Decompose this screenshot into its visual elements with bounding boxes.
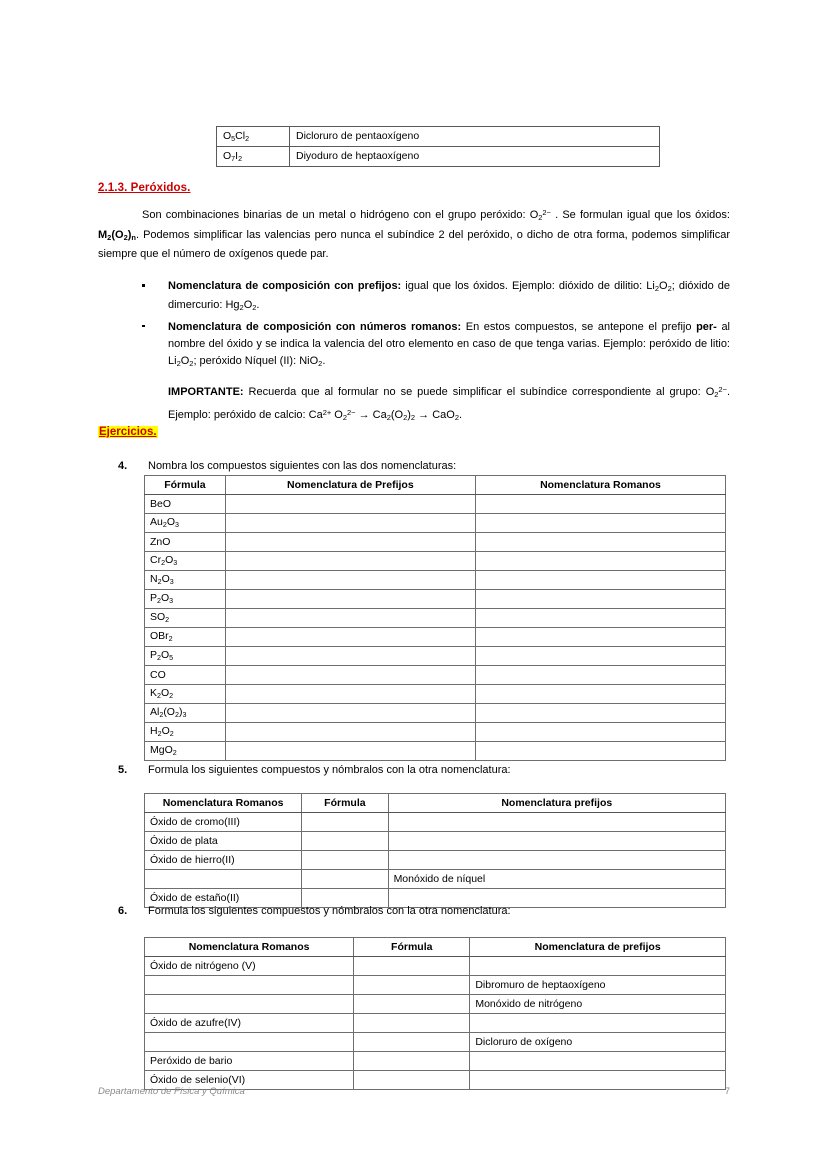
bullet-text: Nomenclatura de composición con prefijos: igual que los óxidos. Ejemplo: dióxido de dilitio: $Li_2O_2$; dióxido de dimercurio: $Hg_2O_2$. [168, 280, 730, 313]
table-header-row [145, 794, 726, 813]
table-row [145, 666, 726, 685]
table-cell-formula[interactable] [354, 976, 470, 995]
col-header-prefijos: Nomenclatura de Prefijos [225, 476, 475, 495]
table-cell-formula[interactable]: ZnO [145, 533, 226, 552]
exercise-5-table [144, 793, 726, 908]
table-row [145, 723, 726, 742]
table-cell-prefijos[interactable] [225, 552, 475, 571]
bullet-item-romanos [140, 319, 730, 373]
table-row [217, 127, 660, 147]
nomenclature-bullet-list [140, 278, 730, 375]
table-row [145, 533, 726, 552]
table-cell-formula[interactable]: $K_2O_2$ [145, 685, 226, 704]
table-cell-formula[interactable] [354, 1033, 470, 1052]
table-cell-prefijos[interactable] [225, 609, 475, 628]
table-row [145, 571, 726, 590]
table-cell-prefijos[interactable]: Monóxido de níquel [388, 870, 725, 889]
table-cell-prefijos[interactable] [225, 704, 475, 723]
table-cell-romanos[interactable] [145, 870, 302, 889]
table-cell-romanos[interactable] [145, 1033, 354, 1052]
table-row [145, 685, 726, 704]
table-cell-formula[interactable]: MgO$_2$ [145, 742, 226, 761]
table-cell-romanos[interactable] [475, 685, 725, 704]
table-row [145, 514, 726, 533]
section-heading-peroxidos: 2.1.3. Peróxidos. [98, 182, 191, 194]
table-cell-formula[interactable]: CO [145, 666, 226, 685]
table-cell-romanos[interactable] [475, 704, 725, 723]
table-cell-romanos[interactable]: Óxido de plata [145, 832, 302, 851]
table-row [217, 147, 660, 167]
exercise-6-body [145, 957, 726, 1090]
table-cell-formula[interactable]: $O_5Cl_2$ [217, 127, 290, 147]
footer-page-number: 7 [724, 1086, 730, 1097]
exercise-4-table [144, 475, 726, 761]
exercise-6-table [144, 937, 726, 1090]
footer-department: Departamento de Física y Química [98, 1086, 245, 1097]
table-cell-prefijos[interactable] [470, 1052, 726, 1071]
table-cell-formula[interactable]: $H_2O_2$ [145, 723, 226, 742]
table-row [145, 813, 726, 832]
exercise-4-body [145, 495, 726, 761]
exercise-5-head [145, 794, 726, 813]
exercise-4-head [145, 476, 726, 495]
table-cell-prefijos[interactable] [225, 666, 475, 685]
table-row [145, 704, 726, 723]
table-cell-romanos[interactable]: Óxido de selenio(VI) [145, 1071, 354, 1090]
table-cell-prefijos[interactable]: Dicloruro de oxígeno [470, 1033, 726, 1052]
exercise-5-body [145, 813, 726, 908]
table-cell-romanos[interactable] [475, 590, 725, 609]
table-row [145, 957, 726, 976]
exercise-6-prompt [118, 904, 718, 919]
page-footer [98, 1086, 730, 1097]
table-cell-romanos[interactable] [475, 647, 725, 666]
table-cell-formula[interactable]: OBr$_2$ [145, 628, 226, 647]
table-cell-formula[interactable] [354, 1014, 470, 1033]
table-cell-romanos[interactable] [475, 666, 725, 685]
col-header-formula: Fórmula [145, 476, 226, 495]
table-cell-romanos[interactable] [475, 628, 725, 647]
exercise-4-text: Nombra los compuestos siguientes con las dos nomenclaturas: [148, 460, 457, 472]
exercise-6-number: 6. [118, 905, 128, 917]
table-cell-formula[interactable]: $N_2O_3$ [145, 571, 226, 590]
table-cell-prefijos[interactable] [225, 685, 475, 704]
table-row [145, 609, 726, 628]
col-header-formula: Fórmula [354, 938, 470, 957]
table-row [145, 647, 726, 666]
peroxidos-intro-paragraph: Son combinaciones binarias de un metal o hidrógeno con el grupo peróxido: $O_2^{2-}$ . Se formulan igual que los óxidos: $M_2(O_2)_n$. Podemos simplificar las valencias pero nunca el subíndice 2 del peróxido, o dicho de otra forma, podemos simplificar siempre que el número de oxígenos quede par. [98, 208, 730, 260]
table-cell-formula[interactable] [302, 813, 388, 832]
table-row [145, 742, 726, 761]
bullet-dot-icon [142, 325, 145, 328]
ejercicios-heading: Ejercicios. [99, 426, 157, 438]
table-cell-romanos[interactable]: Óxido de nitrógeno (V) [145, 957, 354, 976]
col-header-formula: Fórmula [302, 794, 388, 813]
table-cell-prefijos[interactable] [225, 590, 475, 609]
table-row [145, 628, 726, 647]
table-cell-prefijos[interactable] [388, 813, 725, 832]
table-cell-formula[interactable] [302, 870, 388, 889]
table-row [145, 495, 726, 514]
table-header-row [145, 476, 726, 495]
table-row [145, 851, 726, 870]
table-cell-formula[interactable] [302, 832, 388, 851]
table-cell-romanos[interactable]: Óxido de estaño(II) [145, 889, 302, 908]
table-cell-prefijos[interactable] [225, 495, 475, 514]
table-cell-romanos[interactable] [475, 609, 725, 628]
table-cell-romanos[interactable] [475, 552, 725, 571]
table-cell-prefijos[interactable] [388, 832, 725, 851]
table-row [145, 1033, 726, 1052]
table-cell-prefijos[interactable] [470, 1014, 726, 1033]
table-cell-formula[interactable] [302, 851, 388, 870]
table-cell-romanos[interactable]: Óxido de hierro(II) [145, 851, 302, 870]
table-cell-romanos[interactable] [475, 571, 725, 590]
col-header-prefijos: Nomenclatura prefijos [388, 794, 725, 813]
table-cell-prefijos[interactable] [225, 647, 475, 666]
table-cell-romanos[interactable] [475, 533, 725, 552]
table-cell-prefijos[interactable] [225, 571, 475, 590]
exercise-6-head [145, 938, 726, 957]
exercise-6-text: Formula los siguientes compuestos y nómbralos con la otra nomenclatura: [148, 905, 511, 917]
col-header-prefijos: Nomenclatura de prefijos [470, 938, 726, 957]
table-cell-name[interactable]: Diyoduro de heptaoxígeno [290, 147, 660, 167]
important-note-paragraph: IMPORTANTE: Recuerda que al formular no se puede simplificar el subíndice correspondiente al grupo: $O_2^{2-}$. Ejemplo: peróxido de calcio: $Ca^{2+}$ $O_2^{2-} \to Ca_2(O_2)_2 \to CaO_2$. [168, 385, 730, 422]
table-row [145, 1014, 726, 1033]
table-cell-romanos[interactable] [475, 723, 725, 742]
table-cell-romanos[interactable] [475, 495, 725, 514]
table-row [145, 870, 726, 889]
table-cell-formula[interactable]: $Cr_2O_3$ [145, 552, 226, 571]
table-cell-romanos[interactable]: Óxido de azufre(IV) [145, 1014, 354, 1033]
exercise-5-number: 5. [118, 764, 128, 776]
table-row [145, 590, 726, 609]
table-cell-prefijos[interactable] [225, 533, 475, 552]
table-cell-prefijos[interactable] [388, 851, 725, 870]
table-cell-prefijos[interactable] [225, 514, 475, 533]
bullet-item-prefijos [140, 278, 730, 317]
table-cell-romanos[interactable] [475, 742, 725, 761]
table-cell-romanos[interactable] [145, 995, 354, 1014]
table-cell-prefijos[interactable] [225, 723, 475, 742]
table-cell-prefijos[interactable] [225, 742, 475, 761]
table-cell-prefijos[interactable]: Dibromuro de heptaoxígeno [470, 976, 726, 995]
table-cell-formula[interactable]: $P_2O_3$ [145, 590, 226, 609]
table-cell-formula[interactable] [354, 1052, 470, 1071]
oxides-continuation-table [216, 126, 660, 167]
table-cell-formula[interactable]: $O_7I_2$ [217, 147, 290, 167]
table-header-row [145, 938, 726, 957]
table-row [145, 976, 726, 995]
top-table-body [217, 127, 660, 167]
table-cell-prefijos[interactable] [225, 628, 475, 647]
exercise-4-number: 4. [118, 460, 128, 472]
col-header-romanos: Nomenclatura Romanos [145, 938, 354, 957]
table-cell-name[interactable]: Dicloruro de pentaoxígeno [290, 127, 660, 147]
table-cell-formula[interactable] [354, 995, 470, 1014]
table-cell-formula[interactable]: $Al_2(O_2)_3$ [145, 704, 226, 723]
table-cell-formula[interactable] [354, 957, 470, 976]
exercise-5-text: Formula los siguientes compuestos y nómbralos con la otra nomenclatura: [148, 764, 511, 776]
table-cell-romanos[interactable] [145, 976, 354, 995]
table-row [145, 1052, 726, 1071]
exercise-4-prompt [118, 459, 718, 474]
bullet-text: Nomenclatura de composición con números romanos: En estos compuestos, se antepone el prefijo per- al nombre del óxido y se indica la valencia del otro elemento en caso de que tenga varias. Ejemplo: peróxido de litio: $Li_2O_2$; peróxido Níquel (II): NiO$_2$. [168, 320, 731, 369]
exercise-5-prompt [118, 763, 718, 778]
col-header-romanos: Nomenclatura Romanos [145, 794, 302, 813]
table-row [145, 995, 726, 1014]
table-row [145, 832, 726, 851]
table-cell-romanos[interactable] [475, 514, 725, 533]
table-cell-formula[interactable]: $P_2O_5$ [145, 647, 226, 666]
table-cell-romanos[interactable]: Peróxido de bario [145, 1052, 354, 1071]
table-cell-formula[interactable]: $Au_2O_3$ [145, 514, 226, 533]
table-cell-formula[interactable]: BeO [145, 495, 226, 514]
table-cell-romanos[interactable]: Óxido de cromo(III) [145, 813, 302, 832]
table-cell-prefijos[interactable] [470, 957, 726, 976]
bullet-dot-icon [142, 284, 145, 287]
table-cell-prefijos[interactable]: Monóxido de nitrógeno [470, 995, 726, 1014]
table-cell-formula[interactable]: $SO_2$ [145, 609, 226, 628]
table-row [145, 552, 726, 571]
col-header-romanos: Nomenclatura Romanos [475, 476, 725, 495]
